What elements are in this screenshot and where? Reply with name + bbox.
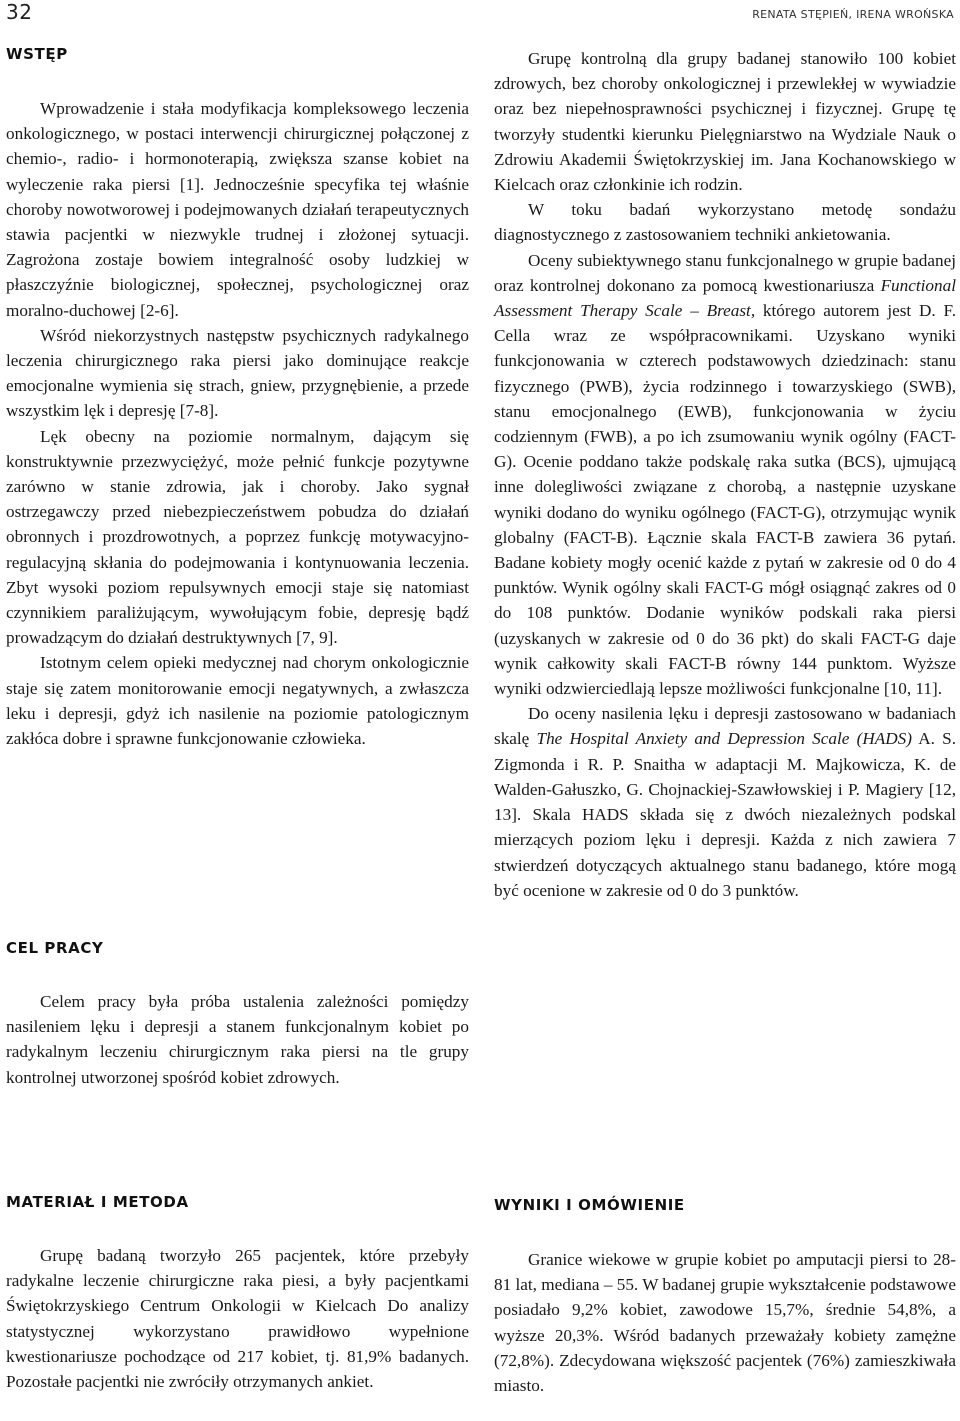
text-span: A. S. Zigmonda i R. P. Snaitha w adaptacji M. Majkowicza, K. de Walden-Gałuszko, G. Chojnackiej-Szawłowskiej i P. Magiery [12, 13]. Skala HADS składa się z dwóch niezależnych podskal mierzących poziom lęku i depresji. Każda z nich zawiera 7 stwierdzeń dotyczących aktualnego stanu badanego, które mogą być ocenione w zakresie od 0 do 3 punktów.: [494, 729, 956, 900]
running-header-authors: RENATA STĘPIEŃ, IRENA WROŃSKA: [752, 8, 954, 21]
page-number: 32: [6, 0, 33, 24]
section-heading-wstep: WSTĘP: [6, 45, 68, 63]
paragraph: Lęk obecny na poziomie normalnym, dającym się konstruktywnie przezwyciężyć, może pełnić funkcje pozytywne zarówno w stanie zdrowia, jak i choroby. Jako sygnał ostrzegawczy przed niebezpieczeństwem pobudza do działań obronnych i prozdrowotnych, a poprzez funkcję motywacyjno-regulacyjną skłania do podejmowania i kontynuowania leczenia. Zbyt wysoki poziom repulsywnych emocji staje się natomiast czynnikiem paraliżującym, wywołującym fobie, depresję bądź prowadzącym do działań destruktywnych [7, 9].: [6, 426, 469, 648]
scale-title-hads: The Hospital Anxiety and Depression Scale (HADS): [536, 729, 912, 749]
paragraph: Wprowadzenie i stała modyfikacja kompleksowego leczenia onkologicznego, w postaci interwencji chirurgicznej połączonej z chemio-, radio- i hormonoterapią, zwiększa szanse kobiet na wyleczenie raka piersi [1]. Jednocześnie specyfika tej właśnie choroby nowotworowej i podejmowanych działań terapeutycznych stawia pacjentki w niezwykle trudnej i złożonej sytuacji. Zagrożona zostaje bowiem integralność osoby ludzkiej w płaszczyźnie biologicznej, społecznej, psychologicznej oraz moralno-duchowej [2-6].: [6, 99, 469, 320]
text-span: którego autorem jest D. F. Cella wraz ze współpracownikami. Uzyskano wyniki funkcjonowania w czterech podstawowych dziedzinach: stanu fizycznego (PWB), życia rodzinnego i towarzyskiego (SWB), stanu emocjonalnego (EWB), funkcjonowania w życiu codziennym (FWB), a po ich zsumowaniu wynik ogólny (FACT-G). Ocenie poddano także podskalę raka sutka (BCS), ujmującą inne dolegliwości związane z chorobą, a następnie uzyskane wyniki dodano do wyniku ogólnego (FACT-G), otrzymując wynik globalny (FACT-B). Łącznie skala FACT-B zawiera 36 pytań. Badane kobiety mogły ocenić każde z pytań w zakresie od 0 do 4 punktów. Wynik ogólny skali FACT-G mógł osiągnąć zakres od 0 do 108 punktów. Dodanie wyników podskali raka piersi (uzyskanych w zakresie od 0 do 36 pkt) do skali FACT-G daje wynik całkowity skali FACT-B równy 144 punktom. Wyższe wyniki odzwierciedlają lepsze możliwości funkcjonalne [10, 11].: [494, 301, 956, 699]
scale-title-fact-b: Functional Assessment Therapy Scale – Breast,: [494, 275, 956, 321]
section-heading-wyniki: WYNIKI I OMÓWIENIE: [494, 1196, 685, 1214]
paragraph-hads: [494, 701, 956, 903]
paragraph: Istotnym celem opieki medycznej nad chorym onkologicznie staje się zatem monitorowanie emocji negatywnych, a zwłaszcza leku i depresji, gdyż ich nasilenie na poziomie patologicznym zakłóca dobre i sprawne funkcjonowanie człowieka.: [6, 653, 469, 749]
right-column-body: [494, 46, 956, 903]
wyniki-body: [494, 1247, 956, 1398]
section-heading-cel-pracy: CEL PRACY: [6, 939, 104, 957]
paragraph: W toku badań wykorzystano metodę sondażu diagnostycznego z zastosowaniem techniki ankietowania.: [494, 200, 956, 245]
material-body: [6, 1243, 469, 1394]
paragraph: Grupę badaną tworzyło 265 pacjentek, które przebyły radykalne leczenie chirurgiczne raka piesi, a były pacjentkami Świętokrzyskiego Centrum Onkologii w Kielcach Do analizy statystycznej wykorzystano prawidłowo wypełnione kwestionariusze pochodzące od 217 kobiet, tj. 81,9% badanych. Pozostałe pacjentki nie zwróciły otrzymanych ankiet.: [6, 1246, 469, 1392]
text-span: Oceny subiektywnego stanu funkcjonalnego w grupie badanej oraz kontrolnej dokonano za pomocą kwestionariusza: [494, 250, 956, 295]
cel-pracy-body: [6, 989, 469, 1090]
paragraph: Grupę kontrolną dla grupy badanej stanowiło 100 kobiet zdrowych, bez choroby onkologicznej i przewlekłej w wywiadzie oraz bez niepełnosprawności psychicznej i fizycznej. Grupę tę tworzyły studentki kierunku Pielęgniarstwo na Wydziale Nauk o Zdrowiu Akademii Świętokrzyskiej im. Jana Kochanowskiego w Kielcach oraz członkinie ich rodzin.: [494, 49, 956, 195]
text-span: Do oceny nasilenia lęku i depresji zastosowano w badaniach skalę: [494, 704, 956, 749]
wstep-body: [6, 96, 469, 751]
paragraph-fact-b: [494, 248, 956, 702]
section-heading-material: MATERIAŁ I METODA: [6, 1193, 189, 1211]
paragraph: Celem pracy była próba ustalenia zależności pomiędzy nasileniem lęku i depresji a stanem funkcjonalnym kobiet po radykalnym leczeniu chirurgicznym raka piersi na tle grupy kontrolnej utworzonej spośród kobiet zdrowych.: [6, 992, 469, 1087]
paragraph: Granice wiekowe w grupie kobiet po amputacji piersi to 28-81 lat, mediana – 55. W badanej grupie wykształcenie podstawowe posiadało 9,2% kobiet, zawodowe 15,7%, średnie 54,8%, a wyższe 20,3%. Wśród badanych przeważały kobiety zamężne (72,8%). Zdecydowana większość pacjentek (76%) zamieszkiwała miasto.: [494, 1250, 956, 1396]
paragraph: Wśród niekorzystnych następstw psychicznych radykalnego leczenia chirurgicznego raka piersi jako dominujące reakcje emocjonalne wymienia się strach, gniew, przygnębienie, a przede wszystkim lęk i depresję [7-8].: [6, 325, 469, 421]
